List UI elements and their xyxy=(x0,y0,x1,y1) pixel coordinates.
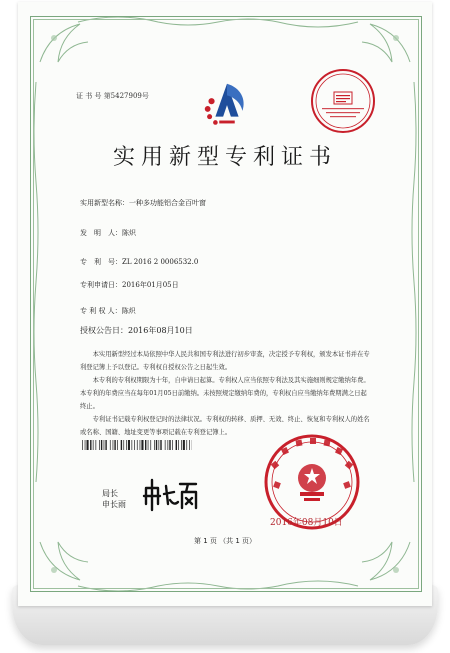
director-title-line1: 局长 xyxy=(102,489,118,498)
certificate-number-value: 第5427909号 xyxy=(103,92,149,100)
barcode-icon xyxy=(82,440,192,450)
field-label: 专 利 号： xyxy=(80,258,122,266)
body-paragraph: 本专利的专利权期限为十年，自申请日起算。专利权人应当依照专利法及其实施细则规定缴纳年费。本专利的年费应当在每年01月05日前缴纳。未按照规定缴纳年费的，专利权自应当缴纳年费期满之日起终止。 xyxy=(80,377,370,410)
director-name: 申长雨 xyxy=(102,500,126,509)
field-value: 2016年08月10日 xyxy=(128,326,193,335)
handwritten-signature-icon xyxy=(140,474,200,514)
body-paragraph: 专利证书记载专利权登记时的法律状况。专利权的转移、质押、无效、终止、恢复和专利权人的姓名或名称、国籍、地址变更等事项记载在专利登记簿上。 xyxy=(80,416,370,436)
certificate-title: 实用新型专利证书 xyxy=(112,145,337,170)
field-application-date xyxy=(80,280,179,290)
top-red-seal-icon xyxy=(308,66,378,136)
field-value: 陈炽 xyxy=(121,307,136,315)
field-patent-number xyxy=(80,257,198,267)
field-value: 2016年01月05日 xyxy=(122,281,179,289)
field-label: 实用新型名称： xyxy=(80,199,129,207)
field-value: ZL 2016 2 0006532.0 xyxy=(122,258,199,266)
field-value: 一种多功能铝合金百叶窗 xyxy=(129,199,206,207)
field-patentee xyxy=(80,306,136,316)
seal-date: 2016年08月10日 xyxy=(270,518,343,528)
body-paragraph: 本实用新型经过本局依照中华人民共和国专利法进行初步审查，决定授予专利权，颁发本证书并在专利登记簿上予以登记。专利权自授权公告之日起生效。 xyxy=(80,351,370,371)
field-inventor xyxy=(80,228,136,238)
field-label: 发 明 人： xyxy=(80,229,122,237)
field-value: 陈炽 xyxy=(122,229,136,237)
certificate-number-label: 证 书 号 xyxy=(76,92,102,100)
field-label: 专 利 权 人： xyxy=(80,307,122,315)
certificate-body-text xyxy=(80,348,370,439)
certificate-number xyxy=(76,91,149,101)
field-grant-date xyxy=(80,325,193,336)
field-label: 专利申请日： xyxy=(80,281,122,289)
director-title xyxy=(102,488,126,510)
patent-office-emblem-icon xyxy=(198,78,256,136)
field-utility-model-name xyxy=(80,198,206,208)
page-number: 第 1 页 （共 1 页） xyxy=(193,537,257,545)
field-label: 授权公告日： xyxy=(80,326,128,335)
